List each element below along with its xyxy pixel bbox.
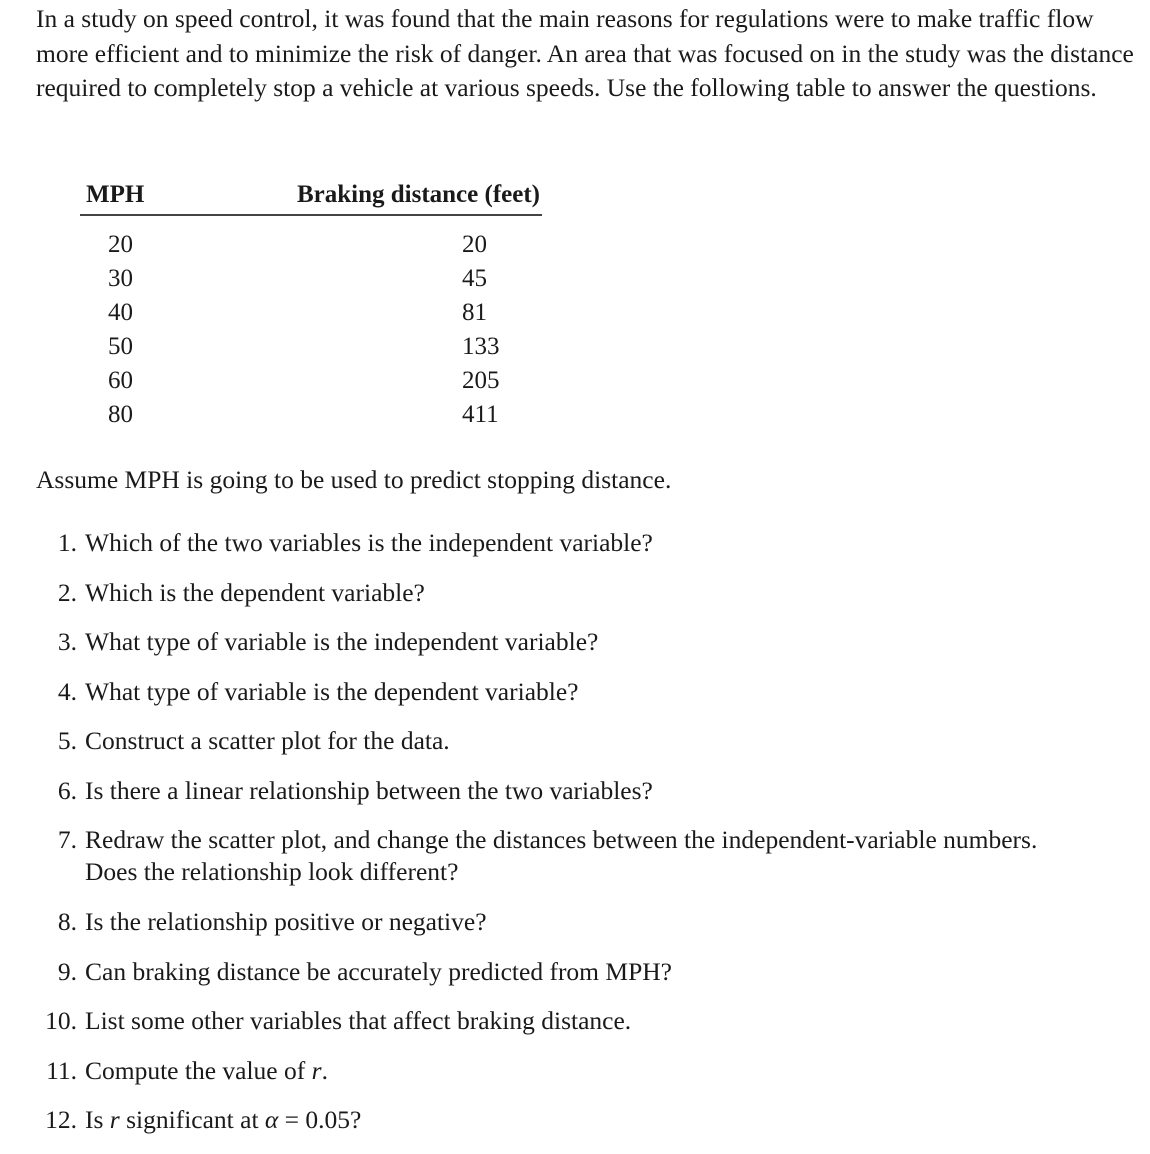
table-row bbox=[80, 215, 542, 262]
question-number: 11. bbox=[46, 1055, 77, 1085]
question-item bbox=[0, 775, 1150, 807]
question-item bbox=[0, 676, 1150, 708]
cell-braking-distance: 205 bbox=[462, 367, 500, 394]
question-text-part: Compute the value of bbox=[85, 1055, 312, 1085]
header-braking-distance: Braking distance (feet) bbox=[196, 176, 542, 215]
question-number: 12. bbox=[45, 1105, 77, 1134]
cell-mph: 60 bbox=[108, 367, 133, 394]
table-row bbox=[80, 296, 542, 330]
question-text bbox=[85, 1104, 1095, 1136]
question-text: Which of the two variables is the independent variable? bbox=[85, 528, 653, 557]
cell-braking-distance: 411 bbox=[462, 401, 499, 428]
table-row bbox=[80, 330, 542, 364]
question-item bbox=[0, 906, 1150, 938]
question-item bbox=[0, 725, 1150, 757]
question-number: 1. bbox=[57, 528, 77, 557]
question-text: What type of variable is the independent variable? bbox=[85, 627, 599, 656]
question-text: Is the relationship positive or negative? bbox=[85, 907, 487, 936]
header-mph: MPH bbox=[80, 176, 196, 215]
question-text: List some other variables that affect braking distance. bbox=[85, 1006, 632, 1035]
variable-r: r bbox=[109, 1105, 120, 1134]
question-item bbox=[0, 824, 1150, 888]
question-text-part: . bbox=[321, 1055, 328, 1085]
question-number: 10. bbox=[45, 1006, 77, 1035]
cell-mph: 20 bbox=[108, 231, 133, 258]
question-number: 8. bbox=[57, 907, 77, 936]
variable-r: r bbox=[311, 1055, 322, 1085]
question-item bbox=[0, 527, 1150, 559]
question-number: 4. bbox=[57, 676, 77, 706]
question-number: 5. bbox=[57, 726, 77, 755]
question-number: 7. bbox=[57, 825, 77, 854]
question-text-part: = 0.05? bbox=[278, 1105, 362, 1134]
question-text: Construct a scatter plot for the data. bbox=[85, 726, 450, 755]
cell-mph: 40 bbox=[108, 299, 133, 326]
question-list bbox=[0, 527, 1150, 1154]
cell-braking-distance: 20 bbox=[462, 231, 487, 258]
question-text-part: Is bbox=[85, 1105, 110, 1134]
question-item bbox=[0, 1055, 1150, 1087]
table-row bbox=[80, 364, 542, 398]
variable-alpha: α bbox=[264, 1105, 279, 1134]
cell-braking-distance: 45 bbox=[462, 265, 487, 292]
question-text: Which is the dependent variable? bbox=[85, 577, 425, 607]
cell-mph: 50 bbox=[108, 333, 133, 360]
table-row bbox=[80, 262, 542, 296]
table-row bbox=[80, 398, 542, 432]
cell-mph: 80 bbox=[108, 401, 133, 428]
question-text: What type of variable is the dependent variable? bbox=[85, 676, 579, 706]
question-item bbox=[0, 577, 1150, 609]
assumption-text: Assume MPH is going to be used to predict stopping distance. bbox=[36, 465, 672, 494]
question-number: 3. bbox=[57, 627, 77, 656]
cell-braking-distance: 81 bbox=[462, 299, 487, 326]
question-item bbox=[0, 1005, 1150, 1037]
question-text: Redraw the scatter plot, and change the distances between the independent-variable numbers. Does the relationship look different? bbox=[85, 825, 1038, 886]
question-item bbox=[0, 626, 1150, 658]
question-text: Is there a linear relationship between the two variables? bbox=[85, 775, 653, 805]
braking-distance-table bbox=[80, 176, 542, 432]
question-number: 2. bbox=[57, 577, 77, 607]
intro-paragraph: In a study on speed control, it was found that the main reasons for regulations were to make traffic flow more efficient and to minimize the risk of danger. An area that was focused on in the study was the distance required to completely stop a vehicle at various speeds. Use the following table to answer the questions. bbox=[36, 4, 1134, 102]
question-item bbox=[0, 956, 1150, 988]
question-text-part: significant at bbox=[119, 1105, 265, 1134]
cell-mph: 30 bbox=[108, 265, 133, 292]
cell-braking-distance: 133 bbox=[462, 333, 500, 360]
question-number: 9. bbox=[57, 956, 77, 986]
question-number: 6. bbox=[57, 775, 77, 805]
table-header-row bbox=[80, 176, 542, 215]
question-text bbox=[85, 1055, 1095, 1087]
question-item bbox=[0, 1104, 1150, 1136]
question-text: Can braking distance be accurately predicted from MPH? bbox=[85, 956, 672, 986]
